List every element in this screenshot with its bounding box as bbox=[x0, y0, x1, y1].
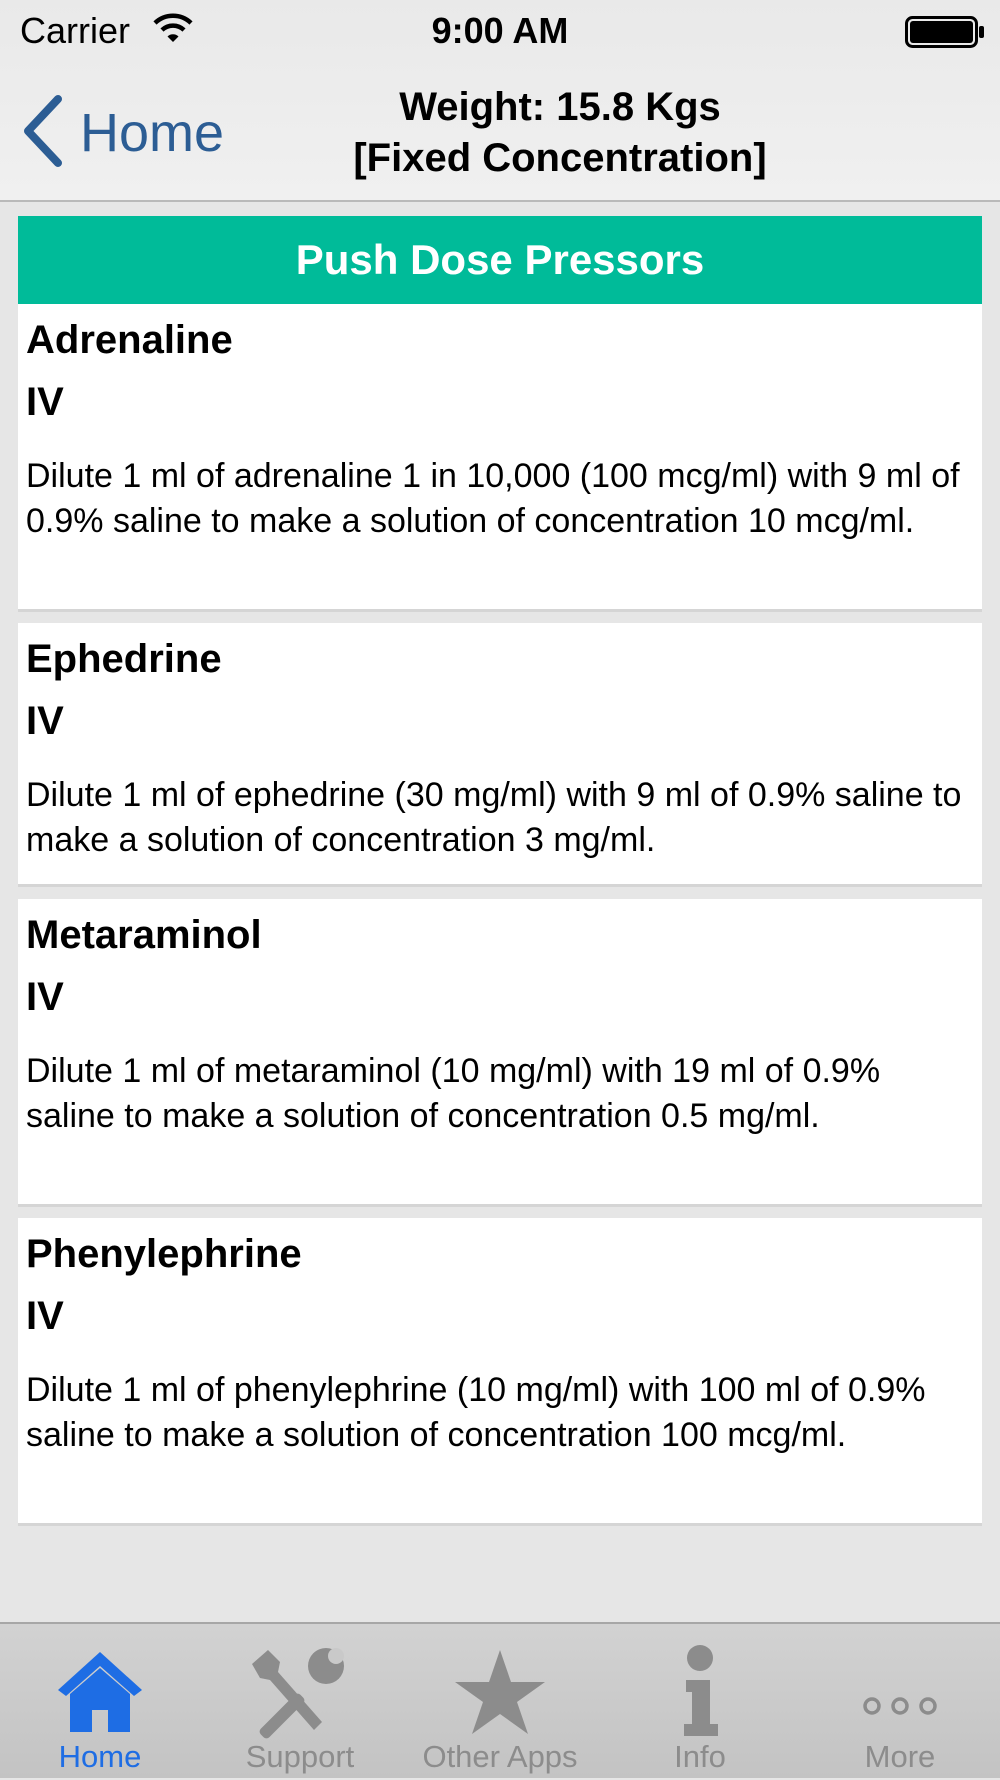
tab-support[interactable] bbox=[200, 1624, 400, 1780]
chevron-left-icon bbox=[22, 95, 62, 172]
drug-description: Dilute 1 ml of ephedrine (30 mg/ml) with 9 ml of 0.9% saline to make a solution of concentration 3 mg/ml. bbox=[26, 776, 962, 859]
tab-more[interactable] bbox=[800, 1624, 1000, 1780]
home-icon bbox=[50, 1644, 150, 1740]
drug-card-ephedrine[interactable] bbox=[18, 623, 982, 887]
drug-route: IV bbox=[26, 380, 64, 424]
battery-icon bbox=[905, 16, 985, 53]
drug-card-phenylephrine[interactable] bbox=[18, 1218, 982, 1526]
drug-card-metaraminol[interactable] bbox=[18, 899, 982, 1207]
drug-route: IV bbox=[26, 699, 64, 743]
tab-label: Support bbox=[245, 1739, 355, 1774]
drug-description: Dilute 1 ml of phenylephrine (10 mg/ml) with 100 ml of 0.9% saline to make a solution of concentration 100 mcg/ml. bbox=[26, 1371, 926, 1454]
drug-route: IV bbox=[26, 1294, 64, 1338]
back-label: Home bbox=[80, 103, 225, 163]
drug-description: Dilute 1 ml of adrenaline 1 in 10,000 (100 mcg/ml) with 9 ml of 0.9% saline to make a solution of concentration 10 mcg/ml. bbox=[26, 457, 960, 540]
drug-description: Dilute 1 ml of metaraminol (10 mg/ml) with 19 ml of 0.9% saline to make a solution of concentration 0.5 mg/ml. bbox=[26, 1052, 881, 1135]
back-button[interactable] bbox=[22, 95, 252, 171]
drug-name: Ephedrine bbox=[26, 637, 222, 681]
status-time: 9:00 AM bbox=[431, 10, 569, 51]
tab-info[interactable] bbox=[600, 1624, 800, 1780]
section-header: Push Dose Pressors bbox=[18, 216, 982, 304]
status-bar bbox=[0, 0, 1000, 62]
info-icon bbox=[650, 1644, 750, 1740]
drug-route: IV bbox=[26, 975, 64, 1019]
drug-name: Adrenaline bbox=[26, 318, 233, 362]
tab-label: More bbox=[864, 1739, 936, 1774]
wrench-screwdriver-icon bbox=[250, 1644, 350, 1740]
tab-home[interactable] bbox=[0, 1624, 200, 1780]
tab-label: Info bbox=[674, 1739, 726, 1774]
drug-card-adrenaline[interactable] bbox=[18, 304, 982, 612]
tab-other-apps[interactable] bbox=[400, 1624, 600, 1780]
top-bar bbox=[0, 0, 1000, 202]
tab-label: Other Apps bbox=[422, 1739, 578, 1774]
page-title bbox=[300, 82, 820, 184]
title-concentration: [Fixed Concentration] bbox=[353, 136, 767, 180]
star-icon bbox=[450, 1644, 550, 1740]
title-weight: Weight: 15.8 Kgs bbox=[399, 85, 721, 129]
drug-name: Metaraminol bbox=[26, 913, 262, 957]
carrier-label: Carrier bbox=[20, 10, 131, 51]
tab-bar bbox=[0, 1622, 1000, 1778]
more-dots-icon bbox=[850, 1644, 950, 1740]
drug-name: Phenylephrine bbox=[26, 1232, 302, 1276]
tab-label: Home bbox=[58, 1739, 142, 1774]
